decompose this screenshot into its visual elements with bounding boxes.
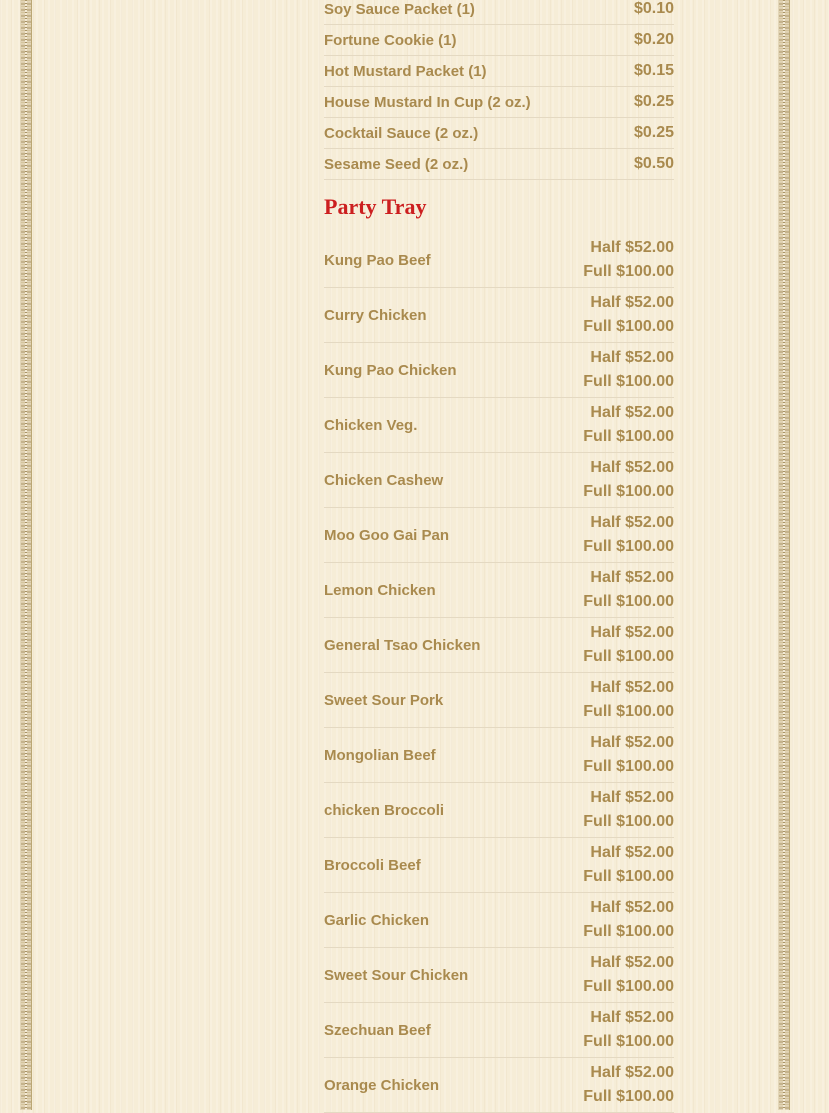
- left-decorative-border: [21, 0, 31, 1110]
- half-price: Half $52.00: [590, 514, 674, 531]
- item-prices: [583, 346, 674, 394]
- half-price: Half $52.00: [590, 899, 674, 916]
- item-prices: [583, 951, 674, 999]
- full-price: Full $100.00: [583, 373, 674, 390]
- menu-item-cocktail-sauce: [324, 118, 674, 149]
- item-prices: [583, 456, 674, 504]
- item-prices: [583, 896, 674, 944]
- party-tray-item: [324, 893, 674, 948]
- full-price: Full $100.00: [583, 483, 674, 500]
- full-price: Full $100.00: [583, 1088, 674, 1105]
- party-tray-item: [324, 618, 674, 673]
- half-price: Half $52.00: [590, 954, 674, 971]
- party-tray-item: [324, 233, 674, 288]
- half-price: Half $52.00: [590, 404, 674, 421]
- party-tray-item: [324, 1058, 674, 1113]
- party-tray-heading: Party Tray: [324, 194, 427, 219]
- item-name: General Tsao Chicken: [324, 636, 481, 654]
- half-price: Half $52.00: [590, 679, 674, 696]
- menu-content: [324, 0, 674, 1113]
- item-name: Chicken Veg.: [324, 416, 418, 434]
- full-price: Full $100.00: [583, 263, 674, 280]
- menu-item-sesame-seed: [324, 149, 674, 180]
- half-price: Half $52.00: [590, 1064, 674, 1081]
- item-prices: [583, 676, 674, 724]
- item-name: House Mustard In Cup (2 oz.): [324, 93, 531, 111]
- party-tray-item: [324, 948, 674, 1003]
- item-prices: [583, 511, 674, 559]
- item-price: $0.15: [633, 62, 674, 79]
- item-prices: [583, 621, 674, 669]
- item-name: Lemon Chicken: [324, 581, 436, 599]
- half-price: Half $52.00: [590, 1009, 674, 1026]
- party-tray-item: [324, 508, 674, 563]
- party-tray-item: [324, 453, 674, 508]
- item-prices: [583, 1006, 674, 1054]
- party-tray-item: [324, 1003, 674, 1058]
- item-name: Orange Chicken: [324, 1076, 440, 1094]
- item-prices: [583, 566, 674, 614]
- item-name: Sweet Sour Pork: [324, 691, 444, 709]
- half-price: Half $52.00: [590, 239, 674, 256]
- item-prices: [583, 401, 674, 449]
- menu-item-house-mustard-in-cup: [324, 87, 674, 118]
- menu-item-fortune-cookie: [324, 25, 674, 56]
- party-tray-item: [324, 783, 674, 838]
- half-price: Half $52.00: [590, 349, 674, 366]
- full-price: Full $100.00: [583, 978, 674, 995]
- full-price: Full $100.00: [583, 758, 674, 775]
- item-name: Moo Goo Gai Pan: [324, 526, 450, 544]
- half-price: Half $52.00: [590, 624, 674, 641]
- full-price: Full $100.00: [583, 593, 674, 610]
- item-price: $0.50: [633, 155, 674, 172]
- party-tray-item: [324, 728, 674, 783]
- item-price: $0.25: [633, 124, 674, 141]
- party-tray-item: [324, 673, 674, 728]
- item-prices: [583, 1061, 674, 1109]
- party-tray-item: [324, 398, 674, 453]
- item-name: Curry Chicken: [324, 306, 427, 324]
- half-price: Half $52.00: [590, 459, 674, 476]
- condiments-list: [324, 0, 674, 180]
- party-tray-item: [324, 563, 674, 618]
- item-prices: [583, 731, 674, 779]
- item-name: Mongolian Beef: [324, 746, 436, 764]
- item-name: Sweet Sour Chicken: [324, 966, 469, 984]
- right-decorative-border: [779, 0, 789, 1110]
- item-prices: [583, 841, 674, 889]
- item-name: Garlic Chicken: [324, 911, 430, 929]
- item-price: $0.10: [633, 0, 674, 17]
- half-price: Half $52.00: [590, 844, 674, 861]
- item-name: Chicken Cashew: [324, 471, 444, 489]
- full-price: Full $100.00: [583, 1033, 674, 1050]
- item-name: Szechuan Beef: [324, 1021, 431, 1039]
- item-name: Hot Mustard Packet (1): [324, 62, 487, 80]
- full-price: Full $100.00: [583, 538, 674, 555]
- full-price: Full $100.00: [583, 703, 674, 720]
- full-price: Full $100.00: [583, 318, 674, 335]
- item-price: $0.25: [633, 93, 674, 110]
- menu-item-hot-mustard-packet: [324, 56, 674, 87]
- item-prices: [583, 786, 674, 834]
- half-price: Half $52.00: [590, 734, 674, 751]
- item-name: Fortune Cookie (1): [324, 31, 457, 49]
- item-name: Kung Pao Beef: [324, 251, 431, 269]
- menu-item-soy-sauce-packet: [324, 0, 674, 25]
- half-price: Half $52.00: [590, 789, 674, 806]
- party-tray-item: [324, 288, 674, 343]
- item-name: Cocktail Sauce (2 oz.): [324, 124, 479, 142]
- item-name: Sesame Seed (2 oz.): [324, 155, 469, 173]
- half-price: Half $52.00: [590, 294, 674, 311]
- item-name: chicken Broccoli: [324, 801, 445, 819]
- full-price: Full $100.00: [583, 868, 674, 885]
- item-name: Soy Sauce Packet (1): [324, 0, 475, 18]
- item-price: $0.20: [633, 31, 674, 48]
- full-price: Full $100.00: [583, 428, 674, 445]
- full-price: Full $100.00: [583, 923, 674, 940]
- item-name: Broccoli Beef: [324, 856, 421, 874]
- party-tray-item: [324, 838, 674, 893]
- full-price: Full $100.00: [583, 813, 674, 830]
- party-tray-item: [324, 343, 674, 398]
- item-name: Kung Pao Chicken: [324, 361, 457, 379]
- half-price: Half $52.00: [590, 569, 674, 586]
- item-prices: [583, 236, 674, 284]
- full-price: Full $100.00: [583, 648, 674, 665]
- party-tray-list: [324, 233, 674, 1113]
- item-prices: [583, 291, 674, 339]
